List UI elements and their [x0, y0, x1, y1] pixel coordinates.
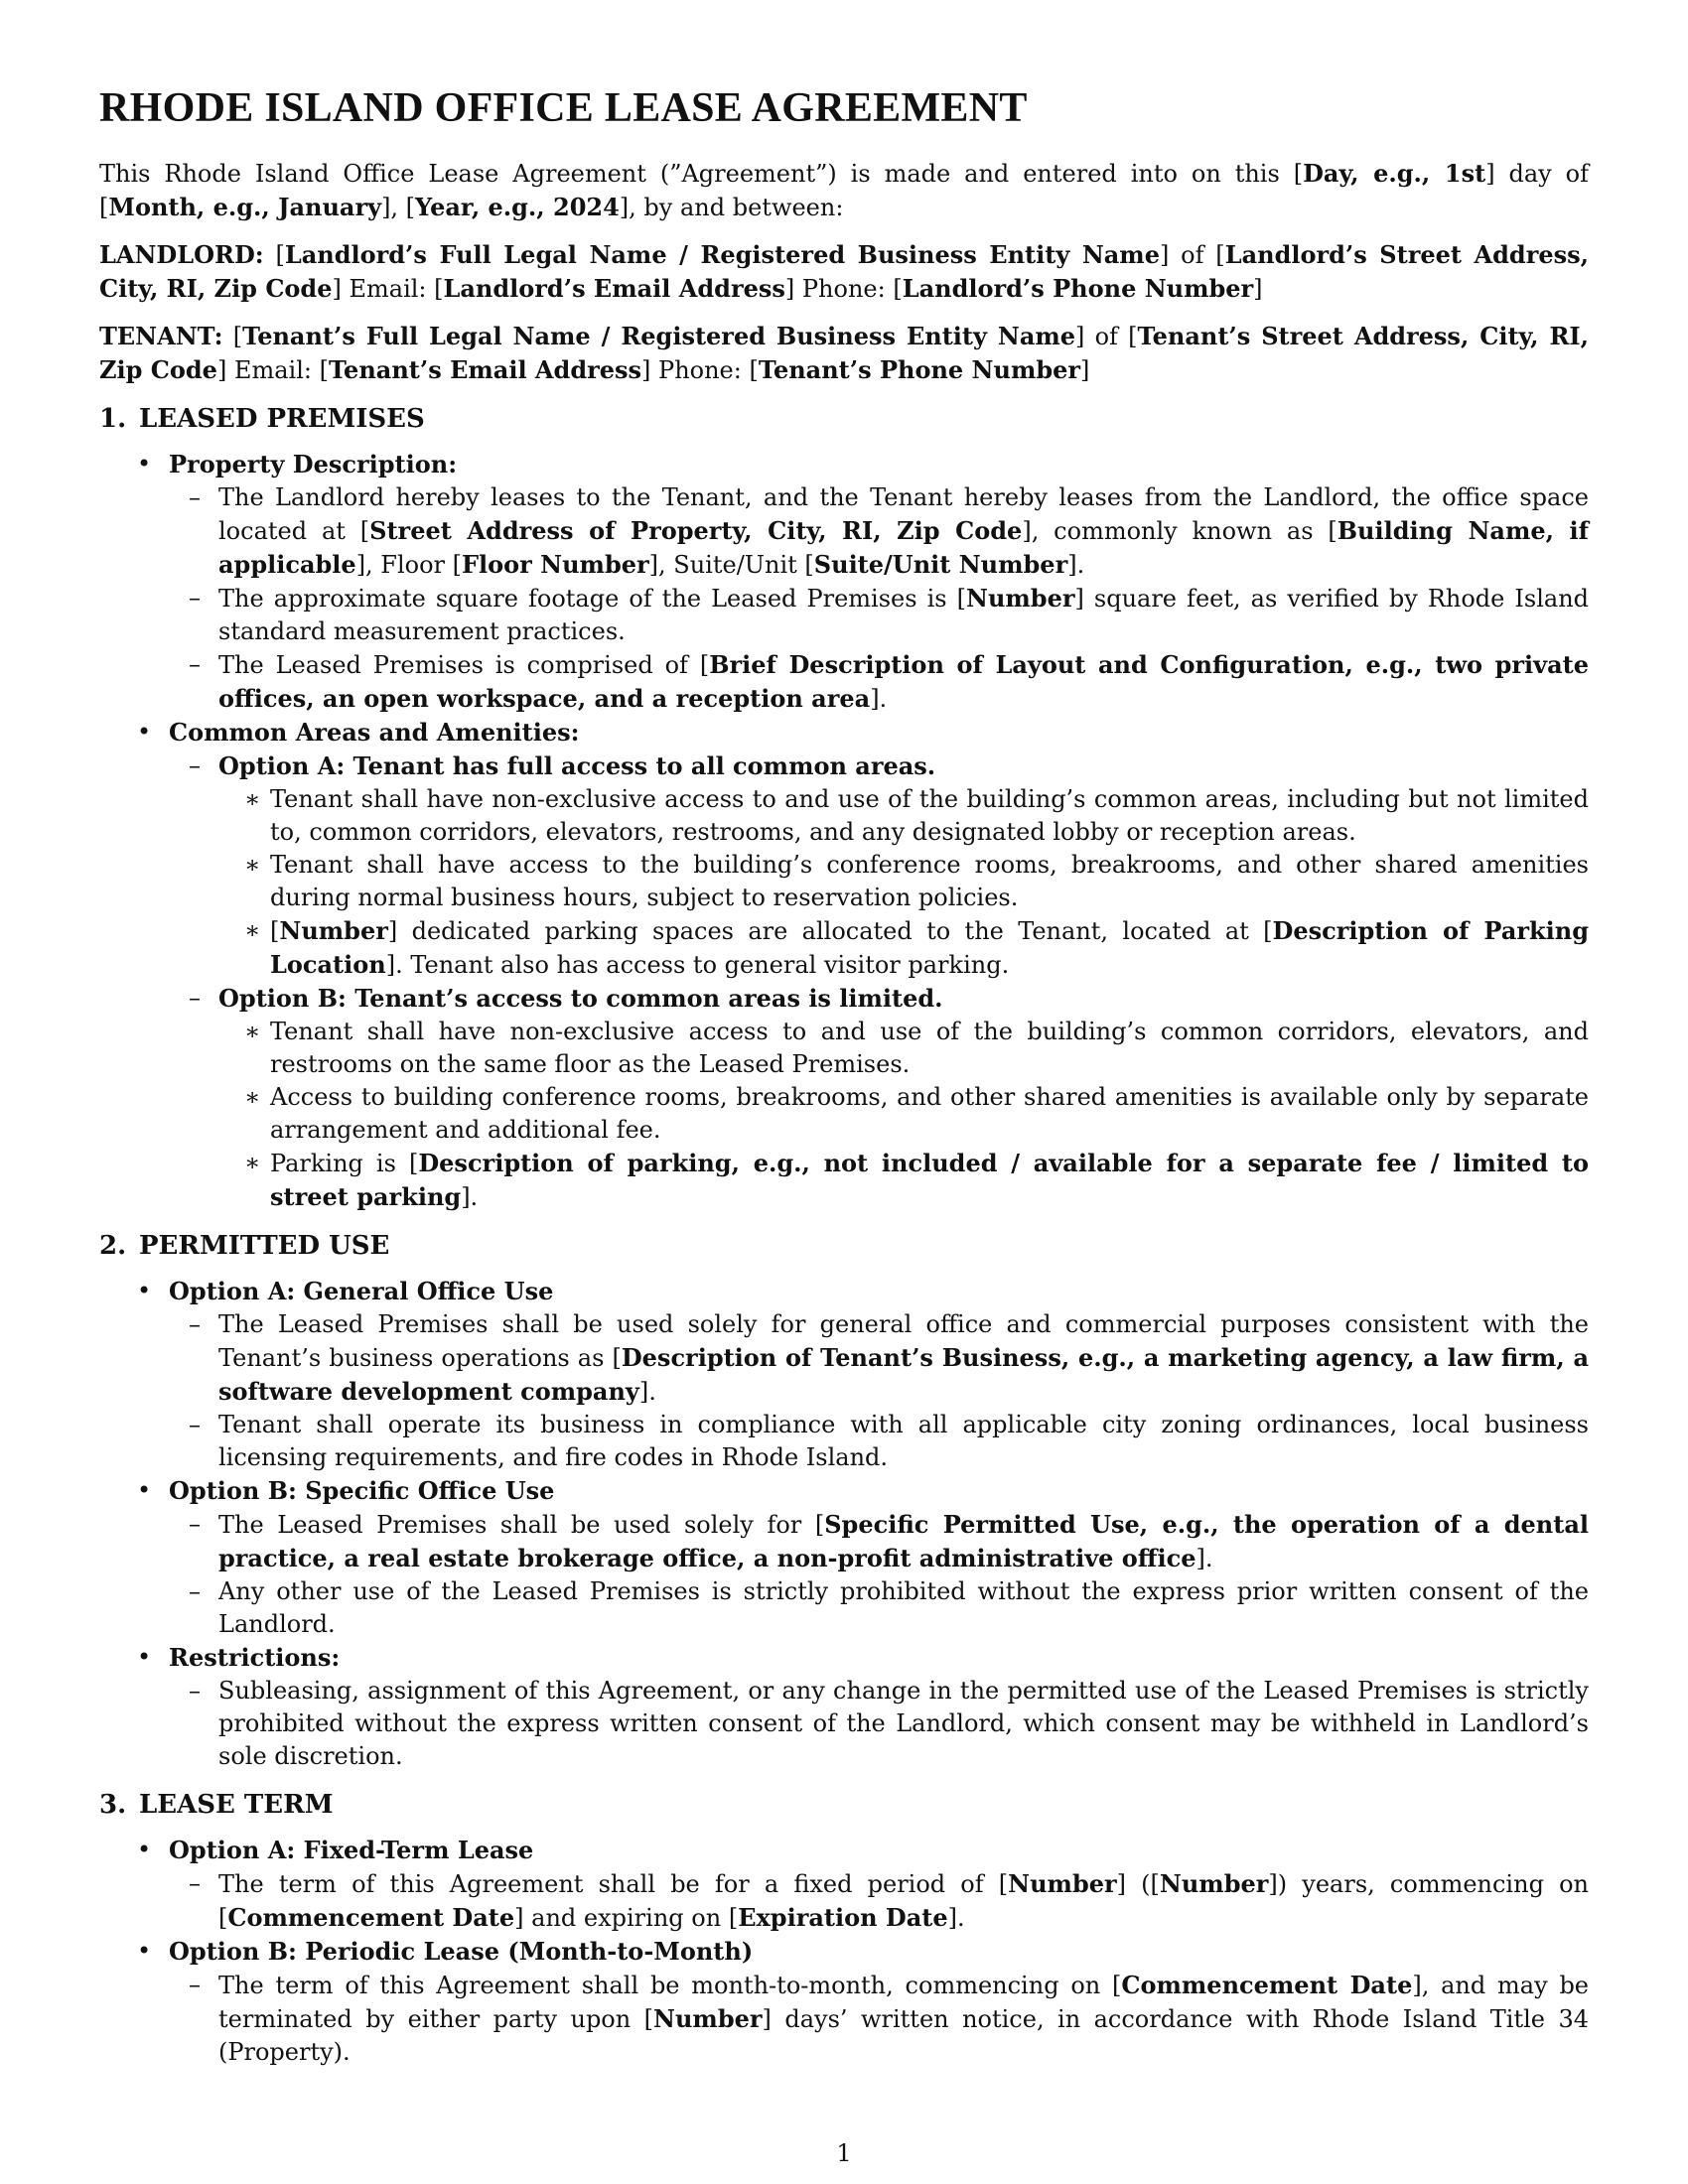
landlord-name: Landlord’s Full Legal Name / Registered Business Entity Name: [284, 240, 1160, 270]
list-item: – Any other use of the Leased Premises is strictly prohibited without the express prior written consent of the Landlord.: [159, 1575, 1589, 1641]
section-3-list: [99, 1834, 1589, 2069]
tenant-phone: Tenant’s Phone Number: [758, 355, 1081, 385]
list-item: [99, 716, 1589, 1214]
section-1-heading: 1. LEASED PREMISES: [99, 404, 425, 435]
list-item: – The Leased Premises shall be used solely for general office and commercial purposes consistent with the Tenant’s business operations as [Description of Tenant’s Business, e.g., a marketing agency, a law firm, a software development company].: [159, 1308, 1589, 1409]
section-1-list: [99, 448, 1589, 1214]
section-2-heading: 2. PERMITTED USE: [99, 1231, 390, 1262]
list-item: – Tenant shall operate its business in compliance with all applicable city zoning ordinances, local business licensing requirements, and fire codes in Rhode Island.: [159, 1409, 1589, 1474]
list-item: [99, 1474, 1589, 1641]
day-placeholder: Day, e.g., 1st: [1303, 159, 1486, 189]
list-item: ∗ Parking is [Description of parking, e.g., not included / available for a separate fee / limited to street parking].: [218, 1147, 1589, 1214]
tenant-label: TENANT:: [99, 322, 223, 351]
tenant-address: Tenant’s Street Address, City, RI, Zip Code: [99, 322, 1589, 385]
landlord-email: Landlord’s Email Address: [443, 274, 785, 304]
page-number: 1: [836, 2139, 852, 2167]
list-item: ∗ [Number] dedicated parking spaces are allocated to the Tenant, located at [Description of Parking Location]. Tenant also has access to general visitor parking.: [218, 914, 1589, 982]
property-description-heading: Property Description:: [169, 450, 458, 479]
year-placeholder: Year, e.g., 2024: [415, 193, 620, 222]
option-b-heading: Option B: Tenant’s access to common areas is limited.: [218, 984, 943, 1014]
list-item: [159, 750, 1589, 982]
document-title: RHODE ISLAND OFFICE LEASE AGREEMENT: [99, 85, 1028, 131]
list-item: – The term of this Agreement shall be month-to-month, commencing on [Commencement Date], and may be terminated by either party upon [Number] days’ written notice, in accordance with Rhode Island Title 34 (Property).: [159, 1969, 1589, 2069]
list-item: [159, 982, 1589, 1214]
option-a-heading: Option A: General Office Use: [169, 1277, 554, 1306]
tenant-email: Tenant’s Email Address: [328, 355, 642, 385]
common-areas-heading: Common Areas and Amenities:: [169, 718, 580, 748]
list-item: [99, 448, 1589, 716]
list-item: ∗ Tenant shall have non-exclusive access to and use of the building’s common corridors, elevators, and restrooms on the same floor as the Leased Premises.: [218, 1016, 1589, 1081]
intro-paragraph: This Rhode Island Office Lease Agreement (”Agreement”) is made and entered into on this [Day, e.g., 1st] day of [Month, e.g., January], [Year, e.g., 2024], by and between:: [99, 159, 1589, 222]
option-b-heading: Option B: Periodic Lease (Month-to-Month): [169, 1937, 754, 1967]
landlord-address: Landlord’s Street Address, City, RI, Zip Code: [99, 240, 1590, 304]
list-item: [99, 1275, 1589, 1474]
list-item: [99, 1834, 1589, 1935]
option-b-heading: Option B: Specific Office Use: [169, 1476, 555, 1506]
list-item: – The Leased Premises is comprised of [Brief Description of Layout and Configuration, e.g., two private offices, an open workspace, and a reception area].: [159, 648, 1589, 716]
section-2-list: [99, 1275, 1589, 1773]
landlord-phone: Landlord’s Phone Number: [902, 274, 1254, 304]
month-placeholder: Month, e.g., January: [108, 193, 382, 222]
tenant-paragraph: TENANT: [Tenant’s Full Legal Name / Registered Business Entity Name] of [Tenant’s Street Address, City, RI, Zip Code] Email: [Tenant’s Email Address] Phone: [Tenant’s Phone Number]: [99, 322, 1589, 385]
restrictions-heading: Restrictions:: [169, 1643, 341, 1673]
option-a-heading: Option A: Fixed-Term Lease: [169, 1836, 534, 1865]
tenant-name: Tenant’s Full Legal Name / Registered Business Entity Name: [242, 322, 1076, 351]
list-item: ∗ Access to building conference rooms, breakrooms, and other shared amenities is available only by separate arrangement and additional fee.: [218, 1081, 1589, 1147]
list-item: – The approximate square footage of the Leased Premises is [Number] square feet, as verified by Rhode Island standard measurement practices.: [159, 582, 1589, 648]
list-item: [99, 1641, 1589, 1773]
list-item: [99, 1935, 1589, 2069]
section-3-heading: 3. LEASE TERM: [99, 1790, 334, 1821]
list-item: ∗ Tenant shall have non-exclusive access to and use of the building’s common areas, including but not limited to, common corridors, elevators, restrooms, and any designated lobby or reception areas.: [218, 783, 1589, 849]
list-item: – The term of this Agreement shall be for a fixed period of [Number] ([Number]) years, commencing on [Commencement Date] and expiring on [Expiration Date].: [159, 1867, 1589, 1935]
landlord-label: LANDLORD:: [99, 240, 264, 270]
option-a-heading: Option A: Tenant has full access to all common areas.: [218, 751, 936, 781]
list-item: – The Landlord hereby leases to the Tenant, and the Tenant hereby leases from the Landlord, the office space located at [Street Address of Property, City, RI, Zip Code], commonly known as [Building Name, if applicable], Floor [Floor Number], Suite/Unit [Suite/Unit Number].: [159, 481, 1589, 582]
list-item: ∗ Tenant shall have access to the building’s conference rooms, breakrooms, and other shared amenities during normal business hours, subject to reservation policies.: [218, 849, 1589, 914]
list-item: – The Leased Premises shall be used solely for [Specific Permitted Use, e.g., the operation of a dental practice, a real estate brokerage office, a non-profit administrative office].: [159, 1508, 1589, 1575]
document-page: [99, 85, 1589, 2069]
landlord-paragraph: LANDLORD: [Landlord’s Full Legal Name / Registered Business Entity Name] of [Landlord’s Street Address, City, RI, Zip Code] Email: [Landlord’s Email Address] Phone: [Landlord’s Phone Number]: [99, 240, 1590, 304]
list-item: – Subleasing, assignment of this Agreement, or any change in the permitted use of the Leased Premises is strictly prohibited without the express written consent of the Landlord, which consent may be withheld in Landlord’s sole discretion.: [159, 1675, 1589, 1773]
